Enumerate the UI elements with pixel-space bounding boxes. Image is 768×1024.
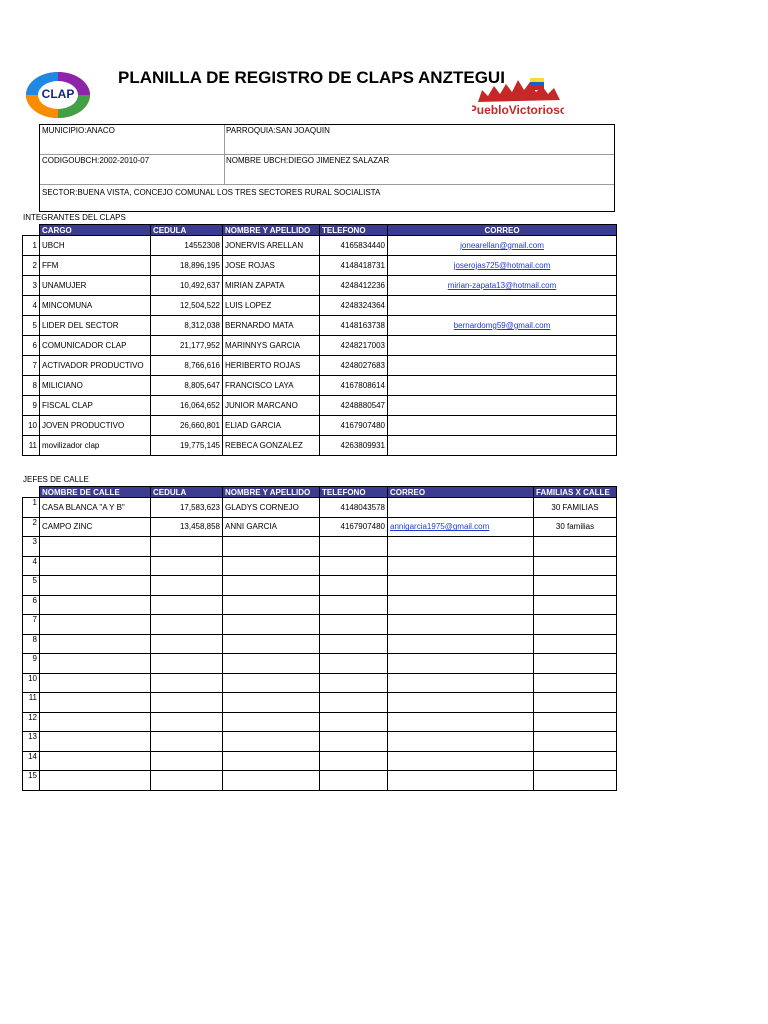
nombre-cell (223, 732, 320, 752)
correo-cell (388, 556, 534, 576)
nombre-cell: JOSE ROJAS (223, 256, 320, 276)
row-number: 5 (23, 316, 40, 336)
nombre-cell: FRANCISCO LAYA (223, 376, 320, 396)
nombre-cell (223, 576, 320, 596)
nombre-cell: BERNARDO MATA (223, 316, 320, 336)
familias-cell: 30 familias (534, 517, 617, 537)
telefono-cell: 4165834440 (320, 236, 388, 256)
calle-cell: CASA BLANCA "A Y B" (40, 498, 151, 518)
header-familias: FAMILIAS X CALLE (534, 487, 617, 498)
correo-cell (388, 615, 534, 635)
header-telefono: TELEFONO (320, 487, 388, 498)
correo-cell (388, 416, 617, 436)
nombre-cell: REBECA GONZALEZ (223, 436, 320, 456)
table-row (23, 336, 617, 356)
calle-cell (40, 634, 151, 654)
codigo-ubch-field: CODIGOUBCH:2002-2010-07 (42, 156, 150, 165)
row-number: 8 (23, 376, 40, 396)
table-row (23, 615, 617, 635)
row-number: 9 (23, 654, 40, 674)
pueblo-victorioso-logo (472, 72, 564, 120)
header-blank (23, 487, 40, 498)
telefono-cell: 4167907480 (320, 416, 388, 436)
correo-cell (388, 712, 534, 732)
calle-cell (40, 556, 151, 576)
telefono-cell: 4248412236 (320, 276, 388, 296)
svg-text:CLAP: CLAP (41, 87, 75, 101)
telefono-cell: 4167907480 (320, 517, 388, 537)
nombre-cell (223, 751, 320, 771)
row-number: 3 (23, 276, 40, 296)
table-row (23, 712, 617, 732)
cargo-cell: UNAMUJER (40, 276, 151, 296)
correo-cell (388, 376, 617, 396)
correo-cell (388, 595, 534, 615)
header-cargo: CARGO (40, 225, 151, 236)
telefono-cell (320, 732, 388, 752)
cedula-cell: 14552308 (151, 236, 223, 256)
row-number: 4 (23, 296, 40, 316)
email-link[interactable]: annigarcia1975@gmail.com (390, 522, 490, 532)
familias-cell (534, 576, 617, 596)
row-number: 15 (23, 771, 40, 791)
cedula-cell (151, 732, 223, 752)
cargo-cell: MILICIANO (40, 376, 151, 396)
table-row (23, 751, 617, 771)
correo-cell (388, 356, 617, 376)
table-row (23, 517, 617, 537)
correo-cell (388, 436, 617, 456)
clap-logo (24, 70, 92, 120)
calle-cell (40, 654, 151, 674)
municipio-field: MUNICIPIO:ANACO (42, 126, 115, 135)
table-row (23, 376, 617, 396)
table-row (23, 673, 617, 693)
nombre-cell: ANNI GARCIA (223, 517, 320, 537)
familias-cell (534, 634, 617, 654)
telefono-cell: 4248880547 (320, 396, 388, 416)
table-row (23, 498, 617, 518)
correo-cell (388, 634, 534, 654)
nombre-cell: HERIBERTO ROJAS (223, 356, 320, 376)
nombre-cell (223, 693, 320, 713)
cedula-cell: 17,583,623 (151, 498, 223, 518)
table-row (23, 732, 617, 752)
correo-cell (388, 771, 534, 791)
cargo-cell: FISCAL CLAP (40, 396, 151, 416)
email-link[interactable]: jonearellan@gmail.com (460, 241, 544, 250)
table-row (23, 316, 617, 336)
calle-cell (40, 537, 151, 557)
cedula-cell: 21,177,952 (151, 336, 223, 356)
familias-cell (534, 654, 617, 674)
row-number: 8 (23, 634, 40, 654)
telefono-cell (320, 712, 388, 732)
nombre-cell: LUIS LOPEZ (223, 296, 320, 316)
table-row (23, 595, 617, 615)
row-number: 2 (23, 256, 40, 276)
row-number: 10 (23, 416, 40, 436)
correo-cell (388, 276, 617, 296)
familias-cell (534, 537, 617, 557)
correo-cell (388, 296, 617, 316)
table-row (23, 356, 617, 376)
row-number: 3 (23, 537, 40, 557)
cargo-cell: MINCOMUNA (40, 296, 151, 316)
correo-cell (388, 498, 534, 518)
header-nombre-calle: NOMBRE DE CALLE (40, 487, 151, 498)
calle-cell (40, 693, 151, 713)
telefono-cell (320, 595, 388, 615)
cedula-cell: 26,660,801 (151, 416, 223, 436)
divider (40, 154, 614, 155)
cedula-cell (151, 615, 223, 635)
nombre-cell: MIRIAN ZAPATA (223, 276, 320, 296)
row-number: 2 (23, 517, 40, 537)
table-row (23, 771, 617, 791)
svg-text:PuebloVictorioso: PuebloVictorioso (472, 103, 564, 117)
calle-cell (40, 595, 151, 615)
table-row (23, 693, 617, 713)
telefono-cell: 4167808614 (320, 376, 388, 396)
nombre-cell (223, 595, 320, 615)
header-telefono: TELEFONO (320, 225, 388, 236)
nombre-cell (223, 654, 320, 674)
nombre-cell (223, 537, 320, 557)
table-row (23, 576, 617, 596)
cedula-cell (151, 693, 223, 713)
telefono-cell (320, 771, 388, 791)
telefono-cell: 4148163738 (320, 316, 388, 336)
email-link[interactable]: mirian-zapata13@hotmail.com (447, 281, 557, 290)
header-cedula: CEDULA (151, 225, 223, 236)
nombre-cell: JONERVIS ARELLAN (223, 236, 320, 256)
telefono-cell (320, 634, 388, 654)
table-row (23, 436, 617, 456)
cedula-cell: 8,766,616 (151, 356, 223, 376)
correo-cell (388, 673, 534, 693)
correo-cell (388, 732, 534, 752)
correo-cell (388, 693, 534, 713)
nombre-cell: JUNIOR MARCANO (223, 396, 320, 416)
row-number: 6 (23, 336, 40, 356)
info-box (39, 124, 615, 212)
cedula-cell (151, 634, 223, 654)
table-row (23, 396, 617, 416)
calle-cell (40, 751, 151, 771)
familias-cell (534, 732, 617, 752)
table-row (23, 256, 617, 276)
telefono-cell (320, 751, 388, 771)
cargo-cell: LIDER DEL SECTOR (40, 316, 151, 336)
row-number: 4 (23, 556, 40, 576)
telefono-cell: 4148043578 (320, 498, 388, 518)
row-number: 5 (23, 576, 40, 596)
telefono-cell: 4248027683 (320, 356, 388, 376)
cedula-cell (151, 537, 223, 557)
calle-cell: CAMPO ZINC (40, 517, 151, 537)
email-link[interactable]: bernardomg59@gmail.com (453, 321, 551, 330)
telefono-cell: 4248324364 (320, 296, 388, 316)
cargo-cell: FFM (40, 256, 151, 276)
nombre-ubch-field: NOMBRE UBCH:DIEGO JIMENEZ SALAZAR (226, 156, 390, 165)
table-row (23, 416, 617, 436)
cargo-cell: COMUNICADOR CLAP (40, 336, 151, 356)
table-row (23, 654, 617, 674)
table-row (23, 276, 617, 296)
row-number: 7 (23, 615, 40, 635)
calle-cell (40, 576, 151, 596)
row-number: 14 (23, 751, 40, 771)
cargo-cell: movilizador clap (40, 436, 151, 456)
correo-cell (388, 256, 617, 276)
cedula-cell: 8,312,038 (151, 316, 223, 336)
nombre-cell (223, 615, 320, 635)
nombre-cell (223, 673, 320, 693)
calle-cell (40, 673, 151, 693)
telefono-cell (320, 693, 388, 713)
familias-cell (534, 595, 617, 615)
header-blank (23, 225, 40, 236)
correo-cell (388, 537, 534, 557)
cedula-cell (151, 712, 223, 732)
parroquia-field: PARROQUIA:SAN JOAQUIN (226, 126, 330, 135)
row-number: 6 (23, 595, 40, 615)
header-cedula: CEDULA (151, 487, 223, 498)
table-row (23, 296, 617, 316)
email-link[interactable]: joserojas725@hotmail.com (453, 261, 551, 270)
table-header-row (23, 225, 617, 236)
nombre-cell: ELIAD GARCIA (223, 416, 320, 436)
calle-cell (40, 771, 151, 791)
row-number: 10 (23, 673, 40, 693)
familias-cell (534, 673, 617, 693)
calle-cell (40, 732, 151, 752)
nombre-cell (223, 556, 320, 576)
table-row (23, 556, 617, 576)
correo-cell (388, 396, 617, 416)
telefono-cell (320, 537, 388, 557)
telefono-cell (320, 556, 388, 576)
cedula-cell: 12,504,522 (151, 296, 223, 316)
familias-cell (534, 712, 617, 732)
telefono-cell (320, 654, 388, 674)
header-correo: CORREO (388, 225, 617, 236)
correo-cell (388, 236, 617, 256)
jefes-table (22, 486, 617, 791)
row-number: 9 (23, 396, 40, 416)
table-header-row (23, 487, 617, 498)
row-number: 1 (23, 236, 40, 256)
familias-cell (534, 693, 617, 713)
sector-field: SECTOR:BUENA VISTA, CONCEJO COMUNAL LOS TRES SECTORES RURAL SOCIALISTA (42, 188, 381, 197)
integrantes-table (22, 224, 617, 456)
row-number: 1 (23, 498, 40, 518)
correo-cell (388, 336, 617, 356)
cedula-cell (151, 654, 223, 674)
header-correo: CORREO (388, 487, 534, 498)
cedula-cell (151, 576, 223, 596)
divider (224, 125, 225, 184)
telefono-cell: 4148418731 (320, 256, 388, 276)
integrantes-label: INTEGRANTES DEL CLAPS (23, 213, 126, 222)
telefono-cell (320, 673, 388, 693)
row-number: 11 (23, 436, 40, 456)
divider (40, 184, 614, 185)
cargo-cell: ACTIVADOR PRODUCTIVO (40, 356, 151, 376)
correo-cell (388, 576, 534, 596)
correo-cell (388, 751, 534, 771)
correo-cell (388, 654, 534, 674)
jefes-label: JEFES DE CALLE (23, 475, 89, 484)
header-nombre: NOMBRE Y APELLIDO (223, 487, 320, 498)
nombre-cell (223, 771, 320, 791)
telefono-cell (320, 576, 388, 596)
familias-cell: 30 FAMILIAS (534, 498, 617, 518)
cedula-cell: 18,896,195 (151, 256, 223, 276)
table-row (23, 236, 617, 256)
cedula-cell (151, 556, 223, 576)
nombre-cell (223, 634, 320, 654)
cargo-cell: JOVEN PRODUCTIVO (40, 416, 151, 436)
familias-cell (534, 556, 617, 576)
nombre-cell: MARINNYS GARCIA (223, 336, 320, 356)
cedula-cell: 10,492,637 (151, 276, 223, 296)
row-number: 7 (23, 356, 40, 376)
familias-cell (534, 771, 617, 791)
familias-cell (534, 751, 617, 771)
row-number: 12 (23, 712, 40, 732)
familias-cell (534, 615, 617, 635)
cedula-cell (151, 771, 223, 791)
nombre-cell (223, 712, 320, 732)
cedula-cell: 16,064,652 (151, 396, 223, 416)
telefono-cell (320, 615, 388, 635)
row-number: 13 (23, 732, 40, 752)
cedula-cell: 13,458,858 (151, 517, 223, 537)
telefono-cell: 4263809931 (320, 436, 388, 456)
calle-cell (40, 712, 151, 732)
cedula-cell (151, 673, 223, 693)
correo-cell (388, 517, 534, 537)
table-row (23, 634, 617, 654)
calle-cell (40, 615, 151, 635)
cedula-cell: 19,775,145 (151, 436, 223, 456)
page-title: PLANILLA DE REGISTRO DE CLAPS ANZTEGUI (118, 68, 505, 87)
cedula-cell (151, 595, 223, 615)
cedula-cell (151, 751, 223, 771)
nombre-cell: GLADYS CORNEJO (223, 498, 320, 518)
cedula-cell: 8,805,647 (151, 376, 223, 396)
header-nombre: NOMBRE Y APELLIDO (223, 225, 320, 236)
telefono-cell: 4248217003 (320, 336, 388, 356)
correo-cell (388, 316, 617, 336)
table-row (23, 537, 617, 557)
cargo-cell: UBCH (40, 236, 151, 256)
row-number: 11 (23, 693, 40, 713)
